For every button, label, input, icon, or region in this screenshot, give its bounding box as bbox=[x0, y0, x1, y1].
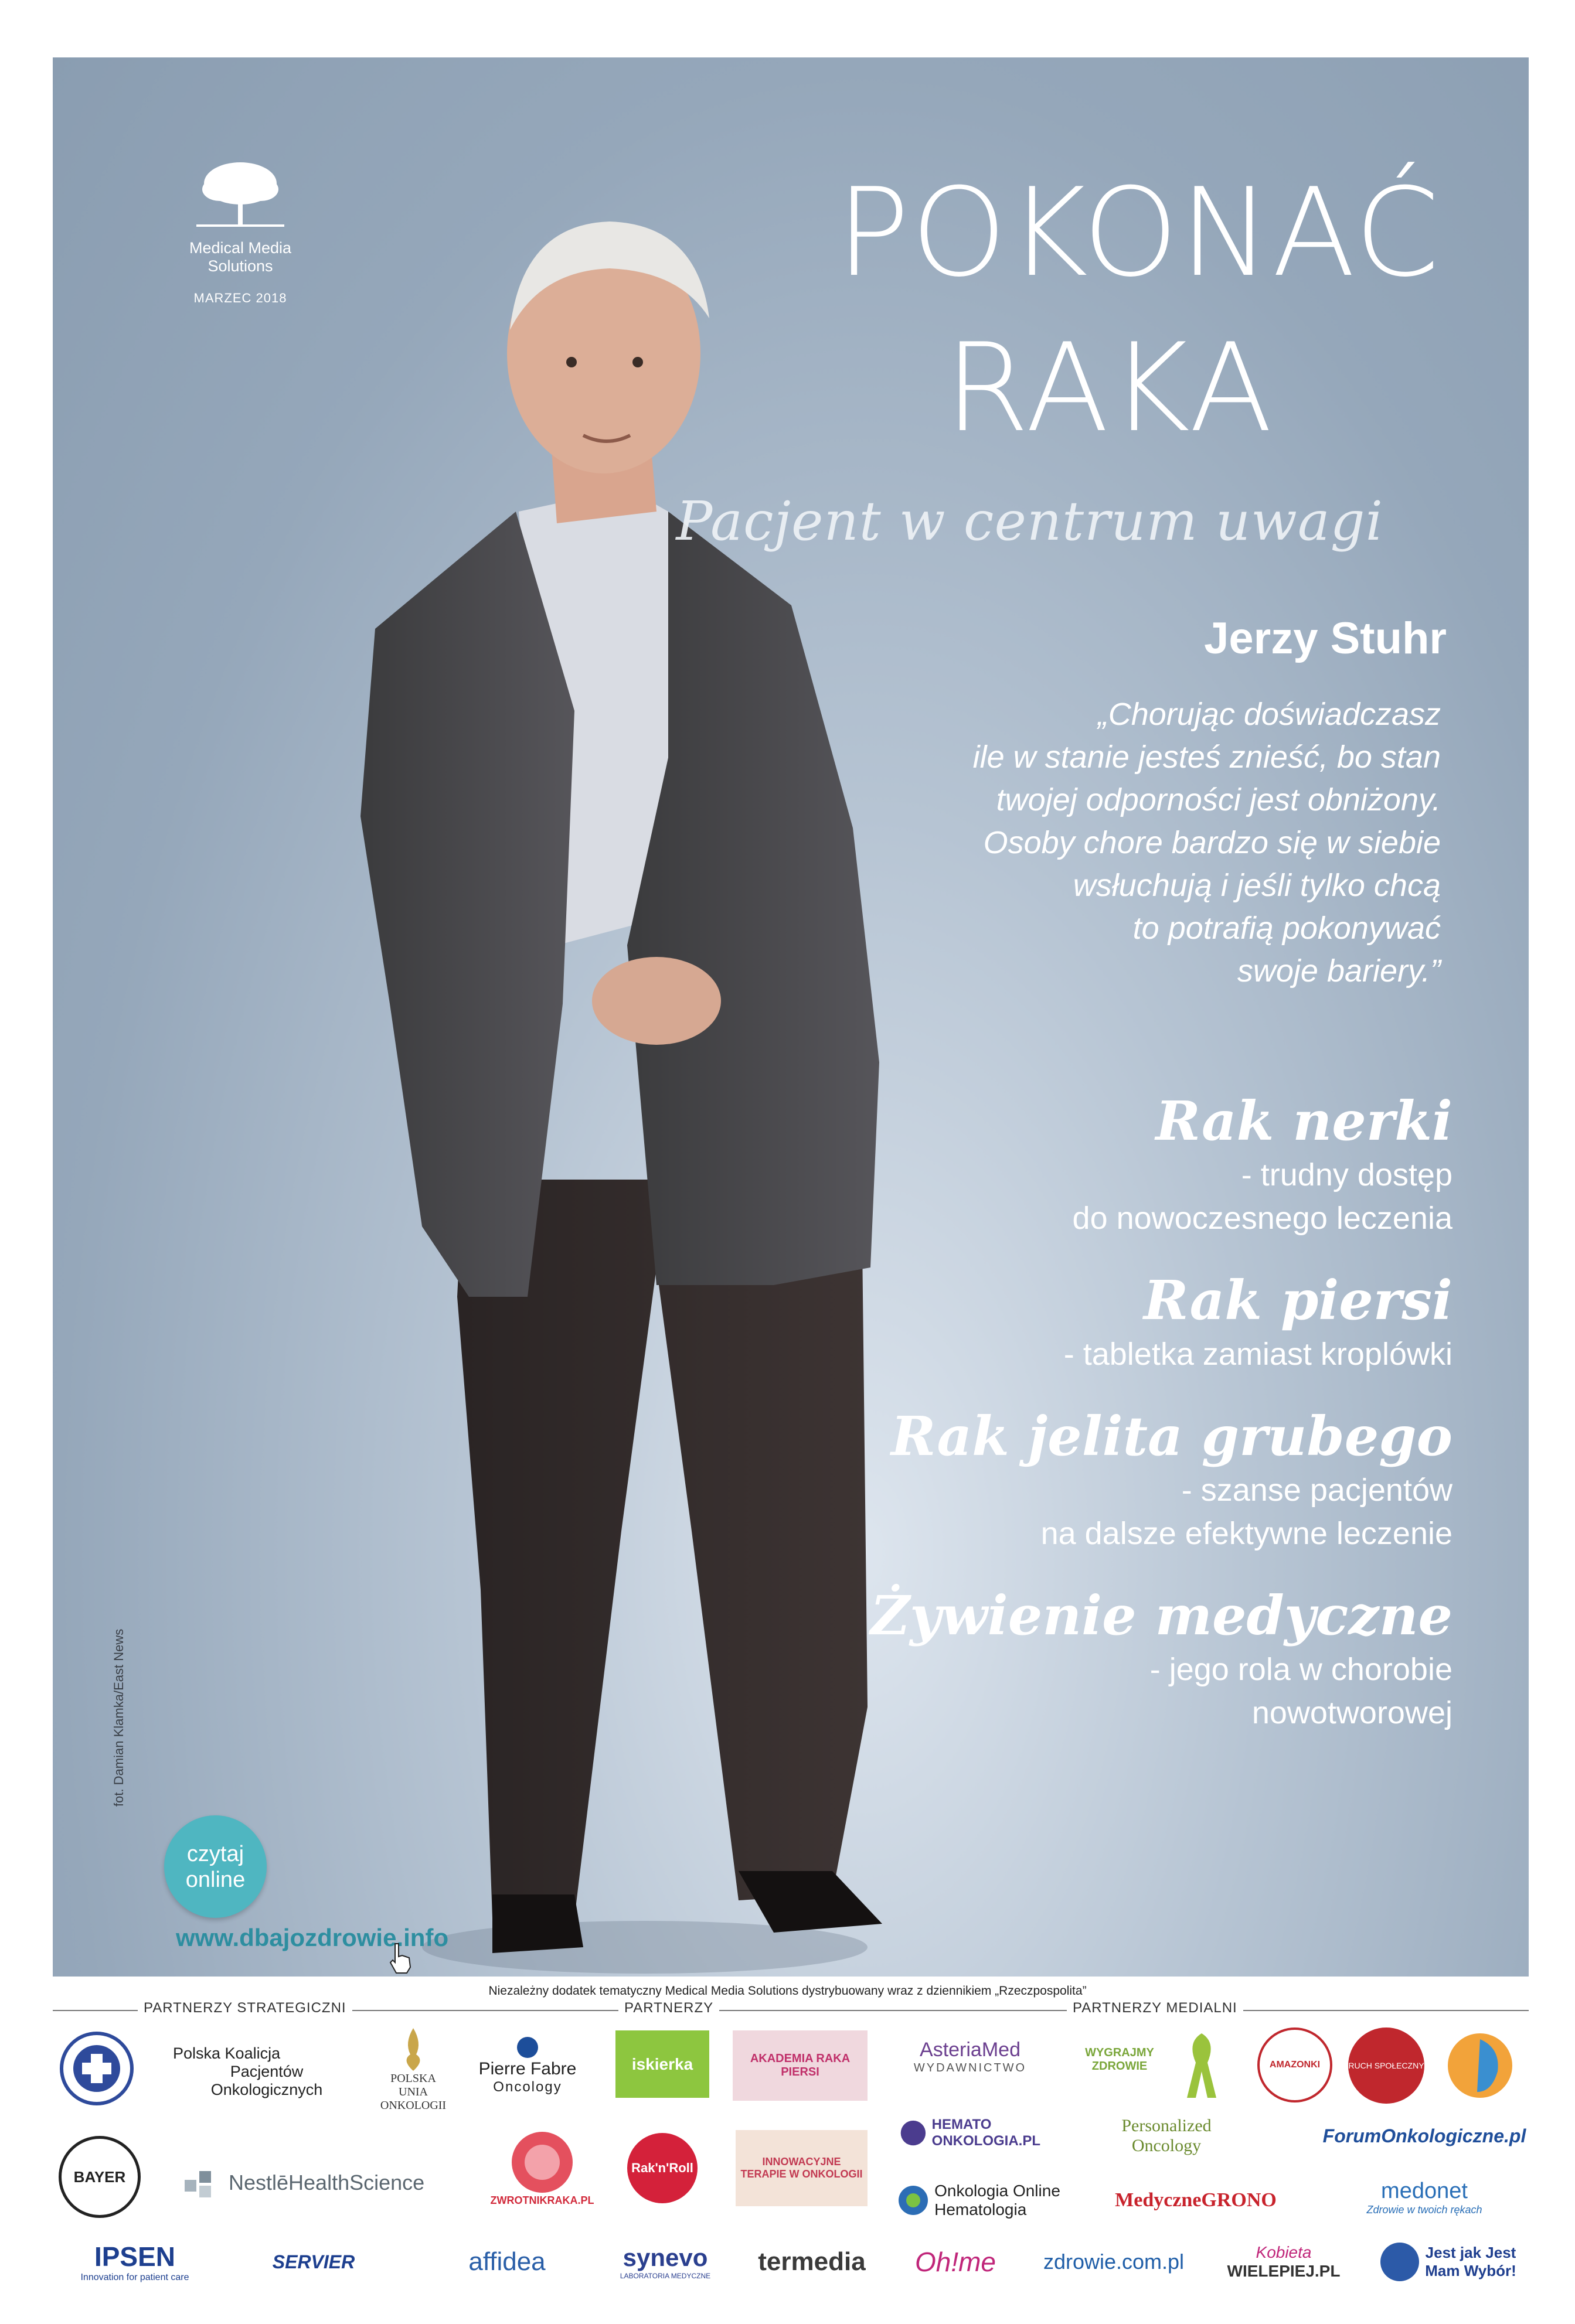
forum-logo bbox=[1322, 2118, 1526, 2153]
logo-text: medonet bbox=[1381, 2179, 1468, 2203]
logo-text: Pacjentów Onkologicznych bbox=[210, 2062, 323, 2098]
logo-text: NestlēHealthScience bbox=[229, 2170, 425, 2194]
servier-logo bbox=[232, 2238, 396, 2285]
read-online-line: czytaj bbox=[186, 1841, 244, 1866]
topic-desc: nowotworowej bbox=[1251, 1695, 1452, 1730]
read-online-line: online bbox=[185, 1867, 246, 1892]
zwrotnik-grid-icon bbox=[498, 2130, 586, 2194]
topic-desc: - jego rola w chorobie bbox=[1149, 1652, 1452, 1687]
profile-logo bbox=[1442, 2027, 1518, 2104]
logo-text: zdrowie.com.pl bbox=[1043, 2250, 1185, 2274]
jestjak-logo bbox=[1372, 2236, 1524, 2288]
section-label-strategic: PARTNERZY STRATEGICZNI bbox=[138, 2000, 352, 2016]
logo-text: Kobieta bbox=[1256, 2243, 1312, 2261]
logo-text: ForumOnkologiczne.pl bbox=[1322, 2125, 1526, 2146]
logo-text: Polska Koalicja bbox=[173, 2044, 281, 2062]
topic-desc: do nowoczesnego leczenia bbox=[1072, 1201, 1452, 1236]
logo-text: iskierka bbox=[631, 2054, 693, 2073]
logo-text: Jest jak Jest bbox=[1425, 2244, 1516, 2261]
logo-text: BAYER bbox=[73, 2168, 126, 2186]
medonet-logo bbox=[1325, 2174, 1524, 2221]
logo-text: AKADEMIA RAKA PIERSI bbox=[750, 2052, 851, 2078]
pto-logo bbox=[59, 2030, 135, 2107]
synevo-logo bbox=[598, 2236, 733, 2288]
supplement-note: Niezależny dodatek tematyczny Medical Media Solutions dystrybuowany wraz z dziennikiem „Rzeczpospolita” bbox=[488, 1984, 1087, 1998]
title-line-2: RAKA bbox=[944, 318, 1274, 459]
logo-text: Innovation for patient care bbox=[80, 2272, 189, 2282]
topic-heading: Rak jelita grubego bbox=[890, 1405, 1452, 1468]
innowacyjne-logo bbox=[736, 2130, 868, 2206]
logo-text: TERAPIE W ONKOLOGII bbox=[740, 2168, 863, 2180]
raknroll-logo bbox=[627, 2133, 698, 2203]
puo-flame-icon bbox=[399, 2025, 428, 2072]
site-link[interactable]: www.dbajozdrowie.info bbox=[176, 1924, 449, 1951]
logo-text: RUCH SPOŁECZNY bbox=[1348, 2061, 1424, 2070]
jestjak-circle-icon bbox=[1379, 2241, 1420, 2282]
personalized-logo bbox=[1102, 2115, 1231, 2156]
logo-text: POLSKA bbox=[390, 2071, 436, 2085]
logo-text: Oncology bbox=[493, 2079, 562, 2095]
onkologia-text bbox=[934, 2182, 1060, 2219]
topic-heading: Rak nerki bbox=[1155, 1089, 1452, 1153]
asteria-logo bbox=[903, 2033, 1037, 2080]
onkologia-logo bbox=[897, 2180, 1061, 2221]
read-online-badge[interactable] bbox=[164, 1815, 267, 1918]
person-name: Jerzy Stuhr bbox=[1204, 614, 1447, 663]
quote bbox=[913, 693, 1441, 993]
logo-text: SERVIER bbox=[272, 2251, 355, 2272]
logo-text: Oh!me bbox=[914, 2247, 996, 2277]
iskierka-logo bbox=[615, 2030, 709, 2098]
brand-name: Medical Media Solutions bbox=[189, 239, 292, 275]
hemato-text bbox=[932, 2117, 1040, 2149]
logo-text: LABORATORIA MEDYCZNE bbox=[620, 2272, 711, 2280]
title-line-1: POKONAĆ bbox=[836, 162, 1441, 304]
hand-cursor-icon bbox=[387, 1941, 415, 1975]
quote-line: swoje bariery.” bbox=[1237, 953, 1441, 989]
logo-text: ZWROTNIKRAKA.PL bbox=[490, 2194, 594, 2206]
logo-text: ONKOLOGII bbox=[380, 2098, 447, 2112]
affidea-logo bbox=[437, 2241, 577, 2282]
pto-emblem-icon bbox=[59, 2030, 135, 2107]
nestle-dots-icon bbox=[182, 2165, 229, 2200]
topic-heading: Rak piersi bbox=[1144, 1269, 1452, 1332]
logo-text: Hematologia bbox=[934, 2200, 1027, 2219]
logo-text: Onkologia Online bbox=[934, 2182, 1060, 2200]
topic-desc: - trudny dostęp bbox=[1241, 1157, 1452, 1192]
jestjak-text bbox=[1425, 2244, 1516, 2280]
topic-heading: Żywienie medyczne bbox=[870, 1584, 1452, 1647]
logo-text: Zdrowie w twoich rękach bbox=[1366, 2204, 1482, 2216]
topic-item bbox=[866, 1404, 1452, 1555]
quote-line: Osoby chore bardzo się w siebie bbox=[983, 825, 1441, 860]
puo-logo bbox=[375, 2019, 451, 2118]
zdrowie-logo bbox=[1032, 2241, 1196, 2282]
profile-face-icon bbox=[1445, 2030, 1515, 2101]
hemato-logo bbox=[900, 2112, 1040, 2153]
logo-text: Personalized bbox=[1121, 2116, 1212, 2135]
logo-text: WYDAWNICTWO bbox=[913, 2061, 1027, 2074]
logo-text: ONKOLOGIA.PL bbox=[931, 2133, 1040, 2149]
termedia-logo bbox=[747, 2241, 876, 2282]
logo-text: Pierre Fabre bbox=[478, 2059, 577, 2078]
logo-text: INNOWACYJNE bbox=[762, 2156, 841, 2168]
logo-text: Oncology bbox=[1131, 2136, 1202, 2155]
quote-line: to potrafią pokonywać bbox=[1132, 911, 1441, 946]
issue-date: MARZEC 2018 bbox=[193, 291, 287, 305]
zwrotnikraka-logo bbox=[487, 2124, 598, 2212]
topic-item bbox=[866, 1268, 1452, 1376]
photo-credit: fot. Damian Klamka/East News bbox=[111, 1628, 126, 1807]
logo-text: Rak'n'Roll bbox=[631, 2161, 693, 2175]
ribbon-icon bbox=[1184, 2030, 1219, 2101]
section-label-media: PARTNERZY MEDIALNI bbox=[1067, 2000, 1243, 2016]
ipsen-logo bbox=[59, 2236, 211, 2288]
pierre-fabre-logo bbox=[463, 2033, 592, 2098]
logo-text: AsteriaMed bbox=[920, 2039, 1020, 2061]
topic-item bbox=[866, 1089, 1452, 1240]
quote-line: „Chorując doświadczasz bbox=[1097, 697, 1441, 732]
section-label-partners: PARTNERZY bbox=[618, 2000, 719, 2016]
ribbon-logo bbox=[1181, 2027, 1222, 2104]
logo-text: AMAZONKI bbox=[1269, 2060, 1321, 2070]
pkpo-logo bbox=[173, 2044, 360, 2098]
hemato-icon bbox=[900, 2117, 927, 2149]
main-title bbox=[737, 156, 1441, 466]
logo-text: synevo bbox=[622, 2244, 708, 2271]
logo-text: termedia bbox=[758, 2247, 866, 2276]
logo-text: UNIA bbox=[399, 2085, 428, 2098]
cover bbox=[53, 57, 1529, 1977]
quote-line: twojej odporności jest obniżony. bbox=[996, 782, 1441, 817]
kobieta-logo bbox=[1219, 2233, 1348, 2291]
logo-text: HEMATO bbox=[931, 2117, 992, 2132]
wygrajmy-logo bbox=[1067, 2045, 1172, 2074]
amazonki-logo bbox=[1257, 2027, 1332, 2102]
topic-desc: - szanse pacjentów bbox=[1181, 1473, 1452, 1508]
logo-text: IPSEN bbox=[94, 2241, 176, 2272]
topic-desc: - tabletka zamiast kroplówki bbox=[1063, 1337, 1452, 1372]
topics-list bbox=[866, 1089, 1452, 1763]
logo-text: MedyczneGRONO bbox=[1115, 2189, 1277, 2211]
logo-text: WIELEPIEJ.PL bbox=[1227, 2262, 1341, 2280]
grono-logo bbox=[1102, 2183, 1290, 2218]
logo-text: WYGRAJMY ZDROWIE bbox=[1085, 2046, 1154, 2073]
ohme-logo bbox=[897, 2241, 1014, 2282]
ruch-logo bbox=[1348, 2027, 1424, 2104]
logo-text: Mam Wybór! bbox=[1425, 2262, 1516, 2279]
topic-desc: na dalsze efektywne leczenie bbox=[1040, 1516, 1452, 1551]
bayer-logo bbox=[59, 2136, 141, 2218]
topic-item bbox=[866, 1583, 1452, 1735]
pierre-fabre-icon bbox=[516, 2036, 539, 2059]
quote-line: wsłuchują i jeśli tylko chcą bbox=[1073, 868, 1441, 903]
akademia-logo bbox=[733, 2030, 868, 2101]
nestle-logo bbox=[182, 2162, 451, 2203]
quote-line: ile w stanie jesteś znieść, bo stan bbox=[972, 740, 1441, 775]
subtitle: Pacjent w centrum uwagi bbox=[676, 490, 1383, 553]
logo-text: affidea bbox=[468, 2247, 546, 2276]
onkologia-icon bbox=[897, 2185, 930, 2217]
